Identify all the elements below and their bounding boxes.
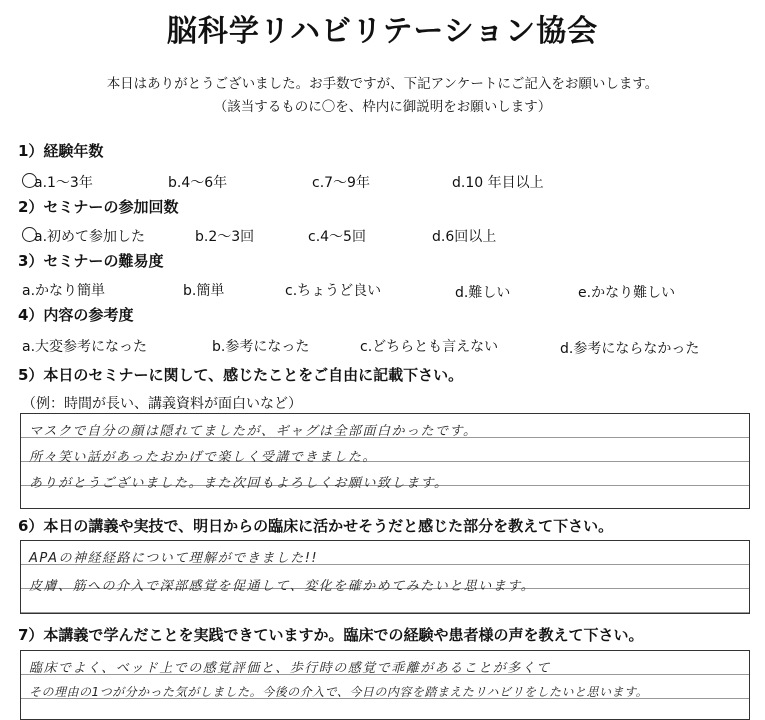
q4-option-c[interactable]: c.どちらとも言えない [360,339,499,355]
q4-option-b[interactable]: b.参考になった [212,339,310,355]
q4-option-a[interactable]: a.大変参考になった [22,339,148,355]
q7-answer-line-2: その理由の1つが分かった気がしました。今後の介入で、今日の内容を踏まえたリハビリをしたいと思います。 [29,685,649,699]
q7-answer-box[interactable] [20,650,750,720]
q6-answer-line-2: 皮膚、筋への介入で深部感覚を促通して、変化を確かめてみたいと思います。 [29,579,536,594]
q4-option-d[interactable]: d.参考にならなかった [560,341,700,357]
q1-option-a[interactable] [22,172,93,192]
intro-line-1: 本日はありがとうございました。お手数ですが、下記アンケートにご記入をお願いします。 [106,76,659,92]
question-6-label: 6）本日の講義や実技で、明日からの臨床に活かせそうだと感じた部分を教えて下さい。 [18,517,614,535]
question-5-example: （例：時間が長い、講義資料が面白いなど） [22,396,302,412]
selected-circle-mark [22,227,37,242]
intro-line-2: （該当するものに〇を、枠内に御説明をお願いします） [213,99,552,115]
q3-option-a[interactable]: a.かなり簡単 [22,283,106,299]
q2-option-c[interactable]: c.4～5回 [308,229,366,245]
question-1-label: 1）経験年数 [18,142,104,160]
selected-circle-mark [22,173,37,188]
q3-option-b[interactable]: b.簡単 [183,283,225,299]
q3-option-c[interactable]: c.ちょうど良い [285,283,382,299]
q6-answer-line-1: APAの神経経路について理解ができました!! [29,551,319,566]
q3-option-d[interactable]: d.難しい [455,285,511,301]
question-5-label: 5）本日のセミナーに関して、感じたことをご自由に記載下さい。 [18,366,464,384]
q5-answer-line-3: ありがとうございました。また次回もよろしくお願い致します。 [29,476,449,491]
q1-option-d[interactable]: d.10 年目以上 [452,175,544,191]
question-2-label: 2）セミナーの参加回数 [18,198,179,216]
q2-option-d[interactable]: d.6回以上 [432,229,497,245]
q2-option-a-label: a.初めて参加した [34,229,146,245]
q1-option-a-label: a.1～3年 [34,175,93,191]
q5-answer-box[interactable] [20,413,750,509]
q6-answer-box[interactable] [20,540,750,614]
question-4-label: 4）内容の参考度 [18,306,134,324]
q3-option-e[interactable]: e.かなり難しい [578,285,676,301]
q7-answer-line-1: 臨床でよく、ベッド上での感覚評価と、歩行時の感覚で乖離があることが多くて [29,661,551,676]
question-7-label: 7）本講義で学んだことを実践できていますか。臨床での経験や患者様の声を教えて下さい。 [18,626,644,644]
page-title: 脳科学リハビリテーション協会 [166,14,599,49]
q1-option-c[interactable]: c.7～9年 [312,175,370,191]
q5-answer-line-1: マスクで自分の顔は隠れてましたが、ギャグは全部面白かったです。 [29,424,478,439]
q2-option-b[interactable]: b.2～3回 [195,229,255,245]
q5-answer-line-2: 所々笑い話があったおかげで楽しく受講できました。 [29,450,377,465]
q1-option-b[interactable]: b.4～6年 [168,175,228,191]
q2-option-a[interactable] [22,226,145,246]
question-3-label: 3）セミナーの難易度 [18,252,164,270]
